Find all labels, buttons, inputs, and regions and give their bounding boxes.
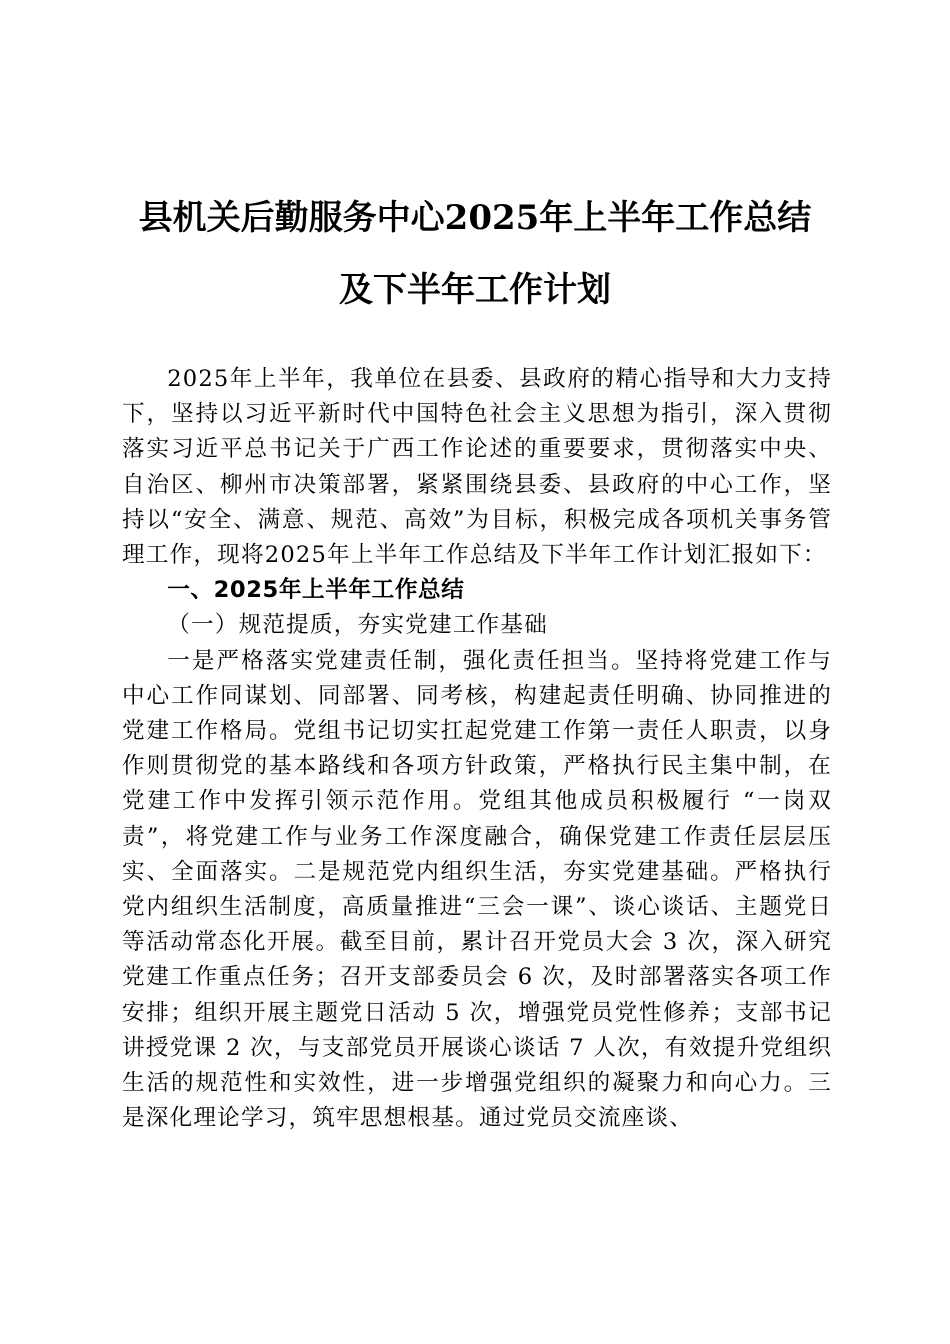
document-title-line-1: 县机关后勤服务中心2025年上半年工作总结 [138, 198, 812, 238]
intro-paragraph: 2025年上半年，我单位在县委、县政府的精心指导和大力支持下，坚持以习近平新时代中国特色社会主义思想为指引，深入贯彻落实习近平总书记关于广西工作论述的重要要求，贯彻落实中央、自治区、柳州市决策部署，紧紧围绕县委、县政府的中心工作，坚持以“安全、满意、规范、高效”为目标，积极完成各项机关事务管理工作，现将2025年上半年工作总结及下半年工作计划汇报如下： [122, 366, 832, 569]
section-heading: 一、2025年上半年工作总结 [167, 577, 465, 604]
document-body [122, 362, 832, 1136]
subsection-heading: （一）规范提质，夯实党建工作基础 [167, 612, 548, 639]
body-paragraph: 一是严格落实党建责任制，强化责任担当。坚持将党建工作与中心工作同谋划、同部署、同考核，构建起责任明确、协同推进的党建工作格局。党组书记切实扛起党建工作第一责任人职责，以身作则贯彻党的基本路线和各项方针政策，严格执行民主集中制，在党建工作中发挥引领示范作用。党组其他成员积极履行 “一岗双责”，将党建工作与业务工作深度融合，确保党建工作责任层层压实、全面落实。二是规范党内组织生活，夯实党建基础。严格执行党内组织生活制度，高质量推进“三会一课”、谈心谈话、主题党日等活动常态化开展。截至目前，累计召开党员大会 3 次，深入研究党建工作重点任务；召开支部委员会 6 次，及时部署落实各项工作安排；组织开展主题党日活动 5 次，增强党员党性修养；支部书记讲授党课 2 次，与支部党员开展谈心谈话 7 人次，有效提升党组织生活的规范性和实效性，进一步增强党组织的凝聚力和向心力。三是深化理论学习，筑牢思想根基。通过党员交流座谈、 [122, 647, 832, 1132]
document-title-line-2: 及下半年工作计划 [339, 270, 611, 310]
